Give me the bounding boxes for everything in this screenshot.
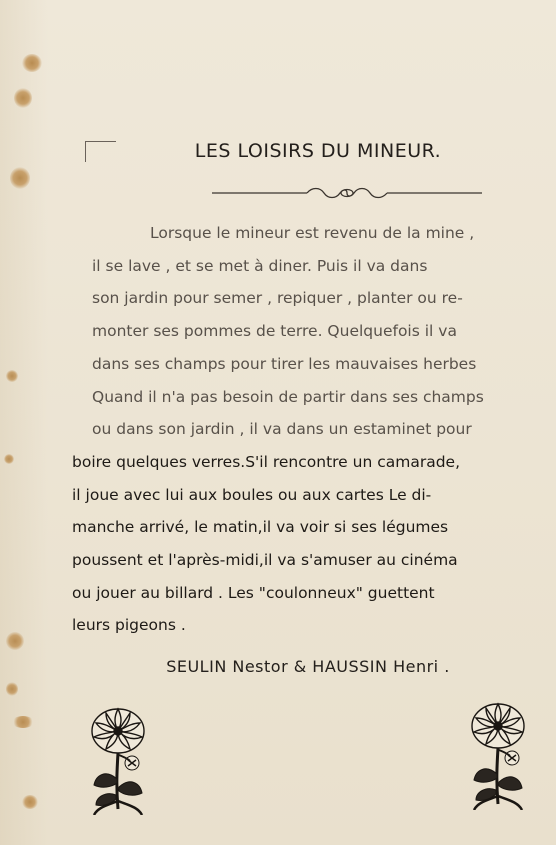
body-line: dans ses champs pour tirer les mauvaises herbes (92, 354, 477, 373)
body-line: ou jouer au billard . Les "coulonneux" guettent (72, 583, 435, 602)
body-line: monter ses pommes de terre. Quelquefois il va (92, 322, 457, 341)
rust-spot (10, 167, 30, 189)
rust-spot (6, 682, 18, 696)
rust-spot (14, 88, 32, 108)
body-line: il joue avec lui aux boules ou aux cartes Le di- (72, 485, 432, 504)
chrysanthemum-icon (88, 705, 148, 815)
rust-spot (12, 716, 34, 728)
rust-spot (22, 54, 42, 72)
rust-spot (4, 454, 14, 464)
chrysanthemum-icon (468, 700, 528, 810)
body-line: Lorsque le mineur est revenu de la mine , (150, 224, 475, 242)
body-line: ou dans son jardin , il va dans un estaminet pour (92, 420, 472, 439)
body-line: leurs pigeons . (72, 616, 186, 635)
signature-line: SEULIN Nestor & HAUSSIN Henri . (166, 657, 450, 676)
body-line: son jardin pour semer , repiquer , planter ou re- (92, 289, 463, 308)
body-line: Quand il n'a pas besoin de partir dans ses champs (92, 387, 484, 406)
document-title: LES LOISIRS DU MINEUR. (194, 140, 442, 162)
body-line: manche arrivé, le matin,il va voir si ses légumes (72, 518, 449, 537)
body-text (72, 217, 552, 642)
body-line: boire quelques verres.S'il rencontre un camarade, (72, 452, 461, 471)
rust-spot (6, 632, 24, 650)
rust-spot (6, 370, 18, 382)
body-line: poussent et l'après-midi,il va s'amuser au cinéma (72, 551, 458, 570)
body-line: il se lave , et se met à diner. Puis il va dans (92, 256, 428, 275)
flourish-divider-icon (212, 185, 482, 201)
rust-spot (22, 795, 38, 809)
